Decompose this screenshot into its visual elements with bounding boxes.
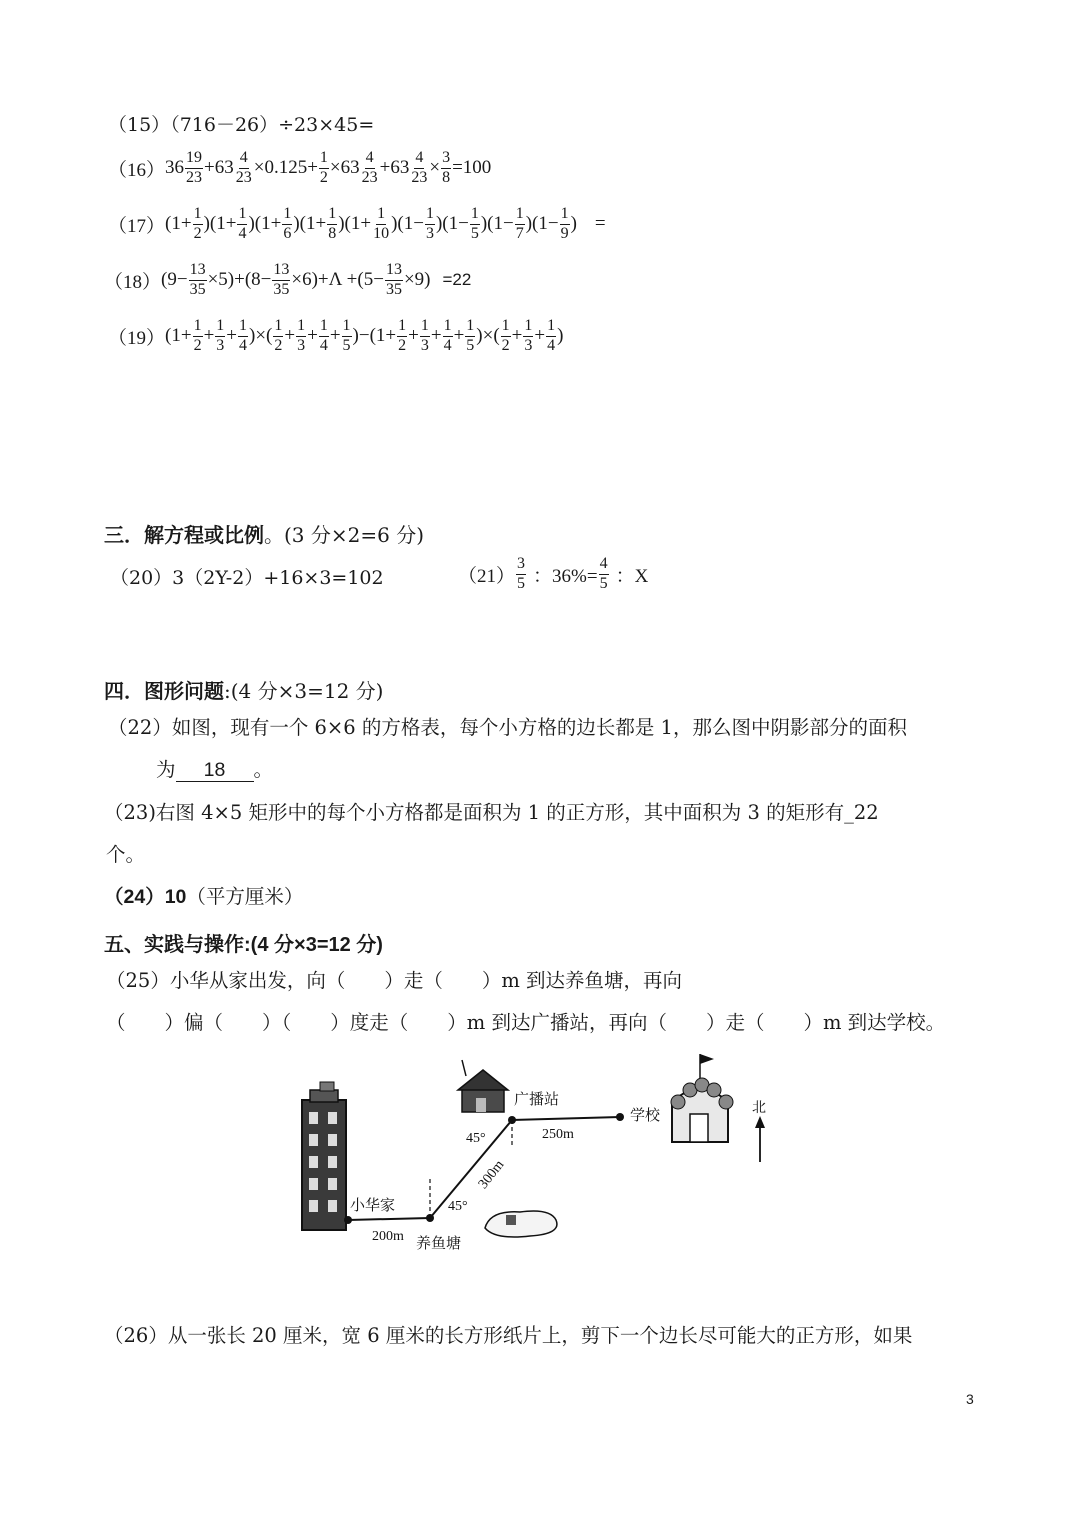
broadcast-station-icon: [458, 1060, 508, 1112]
school-point: [616, 1113, 624, 1121]
q19-open-2: )×(: [249, 325, 273, 347]
q19-group-1-fraction-3: $\frac{1}{4}$: [239, 317, 247, 354]
q21-number: （21）: [458, 565, 516, 587]
q17-term-8-open: (1−: [487, 213, 514, 235]
q19-group-3-plus: +: [408, 325, 419, 347]
q17-term-3-open: (1+: [254, 213, 282, 235]
q19-group-1-plus: +: [226, 325, 237, 347]
q17-term-6-close: ): [435, 213, 443, 235]
q21-tail: ：X: [615, 565, 649, 587]
q24-line: [104, 887, 303, 908]
q17-equals: =: [594, 213, 606, 235]
q18-term-3-open: (5−: [357, 269, 384, 291]
q18-term-3-close: ×9): [403, 269, 431, 291]
q16-line: [108, 150, 491, 187]
q19-group-4-plus: +: [534, 325, 546, 347]
q18-result: =22: [442, 270, 472, 290]
q22-answer: 18: [176, 761, 254, 782]
map-label-d3: 250m: [542, 1127, 574, 1142]
q19-group-4-fraction-2: $\frac{1}{3}$: [524, 317, 533, 354]
q15-line: [108, 116, 374, 135]
q16-fraction-5: $\frac{4}{23}$: [411, 149, 428, 186]
q19-group-2-plus: +: [307, 325, 318, 347]
school-icon: [671, 1054, 733, 1142]
q19-group-2: [272, 318, 352, 355]
q19-group-2-fraction-4: $\frac{1}{5}$: [342, 317, 351, 354]
q17-term-8-fraction: $\frac{1}{7}$: [515, 205, 524, 242]
q19-group-2-plus: +: [329, 325, 341, 347]
q23-line-2: 个。: [106, 843, 146, 866]
route-segment-station-school: [512, 1117, 620, 1120]
q17-term-2-open: (1+: [209, 213, 237, 235]
q17-term-7-fraction: $\frac{1}{5}$: [470, 205, 479, 242]
q22-line-1: （22）如图，现有一个 6×6 的方格表，每个小方格的边长都是 1，那么图中阴影部分的面积: [108, 716, 907, 739]
q17-term-1-open: (1+: [165, 213, 192, 235]
q19-group-1-fraction-1: $\frac{1}{2}$: [193, 317, 202, 354]
q17-term-9-close: ): [570, 213, 577, 235]
map-label-station: 广播站: [514, 1090, 560, 1108]
section-4-title: 四．图形问题: [104, 681, 224, 703]
q17-term-9-fraction: $\frac{1}{9}$: [560, 205, 569, 242]
q17-term-9-open: (1−: [532, 213, 559, 235]
q16-op-4: +63: [379, 157, 410, 179]
q17-term-5-close: ): [391, 213, 398, 235]
home-building-icon: [302, 1082, 346, 1230]
q19-group-2-fraction-3: $\frac{1}{4}$: [319, 317, 328, 354]
q22-suffix: 。: [253, 758, 274, 781]
map-label-school: 学校: [630, 1106, 661, 1124]
q17-term-1-close: ): [203, 213, 210, 235]
q24-number: （24）: [104, 886, 165, 908]
q19-group-1-fraction-2: $\frac{1}{3}$: [216, 317, 225, 354]
q15-number: （15）: [108, 114, 171, 136]
q19-open-4: )×(: [476, 325, 500, 347]
q18-fraction-3: $\frac{13}{35}$: [385, 261, 402, 298]
q18-term-1-open: (9−: [161, 269, 188, 291]
section-5-score: (4 分×3=12 分): [250, 934, 383, 956]
q15-expression: （716－26）÷23×45=: [170, 114, 375, 136]
q19-group-2-plus: +: [284, 325, 296, 347]
q17-term-6-fraction: $\frac{1}{3}$: [425, 205, 434, 242]
q19-group-3-fraction-3: $\frac{1}{4}$: [443, 317, 452, 354]
q19-group-3-fraction-1: $\frac{1}{2}$: [398, 317, 407, 354]
map-label-north: 北: [752, 1100, 766, 1116]
q19-line: [108, 318, 563, 355]
q17-line: [108, 206, 606, 243]
q19-group-1-plus: +: [203, 325, 215, 347]
fish-pond-icon: [485, 1211, 557, 1237]
q17-term-6-open: (1−: [397, 213, 424, 235]
q21-line: [458, 556, 648, 593]
q18-term-1-close: ×5)+: [207, 269, 245, 291]
q19-group-1: [192, 318, 249, 355]
q18-number: （18）: [104, 271, 162, 293]
q21-fraction-2: $\frac{4}{5}$: [599, 555, 608, 592]
map-label-home: 小华家: [350, 1196, 396, 1214]
q18-line: [104, 262, 471, 299]
q16-whole: 36: [165, 157, 185, 179]
q17-term-4-open: (1+: [299, 213, 327, 235]
route-segment-home-pond: [348, 1218, 430, 1220]
q16-op-2: ×0.125+: [253, 157, 318, 179]
q22-line-2: [156, 760, 273, 782]
section-4-heading: [104, 675, 383, 704]
q21-middle: ：36%=: [533, 565, 598, 587]
q19-group-3-fraction-4: $\frac{1}{5}$: [466, 317, 475, 354]
q17-term-5-fraction: $\frac{1}{10}$: [373, 205, 390, 242]
q19-group-3-plus: +: [453, 325, 465, 347]
map-label-angle2: 45°: [466, 1131, 486, 1146]
q17-term-3-fraction: $\frac{1}{6}$: [283, 205, 292, 242]
map-label-d1: 200m: [372, 1229, 404, 1244]
q23-line-1: （23)右图 4×5 矩形中的每个小方格都是面积为 1 的正方形，其中面积为 3 的矩形有_22: [104, 801, 879, 824]
map-label-pond: 养鱼塘: [416, 1234, 462, 1252]
q17-term-4-close: ): [338, 213, 345, 235]
section-4-score: :(4 分×3=12 分): [224, 679, 384, 703]
section-3-title: 三．解方程或比例: [104, 525, 264, 547]
q16-result: =100: [452, 157, 492, 179]
home-point: [344, 1216, 352, 1224]
section-5-heading: [104, 928, 383, 957]
q17-term-1-fraction: $\frac{1}{2}$: [193, 205, 202, 242]
q24-unit: （平方厘米）: [186, 885, 304, 908]
q16-op-3: ×63: [329, 157, 360, 179]
q19-group-3-plus: +: [430, 325, 442, 347]
q19-group-4-plus: +: [511, 325, 523, 347]
map-label-angle1: 45°: [448, 1199, 468, 1214]
route-map-diagram: [280, 1050, 780, 1265]
q20-line: （20）3（2Y-2）+16×3=102: [110, 567, 384, 589]
q18-fraction-2: $\frac{13}{35}$: [273, 261, 290, 298]
q19-group-2-fraction-1: $\frac{1}{2}$: [274, 317, 283, 354]
q19-group-3-fraction-2: $\frac{1}{3}$: [420, 317, 429, 354]
q22-prefix: 为: [156, 758, 176, 781]
q19-group-4-fraction-3: $\frac{1}{4}$: [547, 317, 556, 354]
map-label-d2: 300m: [475, 1157, 508, 1192]
q17-term-2-close: ): [248, 213, 255, 235]
q17-term-5-open: (1+: [344, 213, 372, 235]
q24-value: 10: [164, 886, 187, 908]
q17-term-8-close: ): [525, 213, 533, 235]
q17-term-2-fraction: $\frac{1}{4}$: [238, 205, 247, 242]
q25-line-2: （ ）偏（ ）（ ）度走（ ）m 到达广播站，再向（ ）走（ ）m 到达学校。: [106, 1011, 946, 1034]
q25-line-1: （25）小华从家出发，向（ ）走（ ）m 到达养鱼塘，再向: [106, 969, 683, 992]
q16-number: （16）: [108, 159, 166, 181]
q17-number: （17）: [108, 215, 166, 237]
q19-open-1: (1+: [165, 325, 192, 347]
q19-group-4: [500, 318, 557, 355]
q21-fraction-1: $\frac{3}{5}$: [517, 555, 526, 592]
page-number: 3: [966, 1391, 974, 1407]
q16-op-5: ×: [429, 157, 441, 179]
q19-group-4-fraction-1: $\frac{1}{2}$: [501, 317, 510, 354]
q17-term-7-open: (1−: [442, 213, 469, 235]
q16-fraction-3: $\frac{1}{2}$: [319, 149, 328, 186]
q19-group-2-fraction-2: $\frac{1}{3}$: [297, 317, 306, 354]
q26-line-1: （26）从一张长 20 厘米，宽 6 厘米的长方形纸片上，剪下一个边长尽可能大的正方形，如果: [104, 1324, 913, 1347]
section-3-score: 。(3 分×2=6 分): [264, 523, 425, 547]
q19-number: （19）: [108, 327, 166, 349]
q19-open-3: )−(1+: [352, 325, 397, 347]
q17-term-4-fraction: $\frac{1}{8}$: [328, 205, 337, 242]
q16-fraction-6: $\frac{3}{8}$: [442, 149, 451, 186]
q16-fraction-4: $\frac{4}{23}$: [361, 149, 378, 186]
q16-fraction-2: $\frac{4}{23}$: [235, 149, 252, 186]
q17-term-7-close: ): [480, 213, 488, 235]
q18-term-2-close: ×6)+Λ +: [291, 269, 358, 291]
q16-fraction-1: $\frac{19}{23}$: [186, 149, 203, 186]
q18-fraction-1: $\frac{13}{35}$: [189, 261, 206, 298]
q19-close: ): [557, 325, 564, 347]
q17-terms: [165, 206, 577, 243]
north-arrow-icon: [755, 1116, 765, 1162]
q18-term-2-open: (8−: [244, 269, 272, 291]
section-3-heading: [104, 519, 424, 548]
section-5-title: 五、实践与操作:: [104, 934, 251, 956]
q19-group-3: [396, 318, 476, 355]
q16-op-1: +63: [204, 157, 234, 179]
q17-term-3-close: ): [293, 213, 300, 235]
